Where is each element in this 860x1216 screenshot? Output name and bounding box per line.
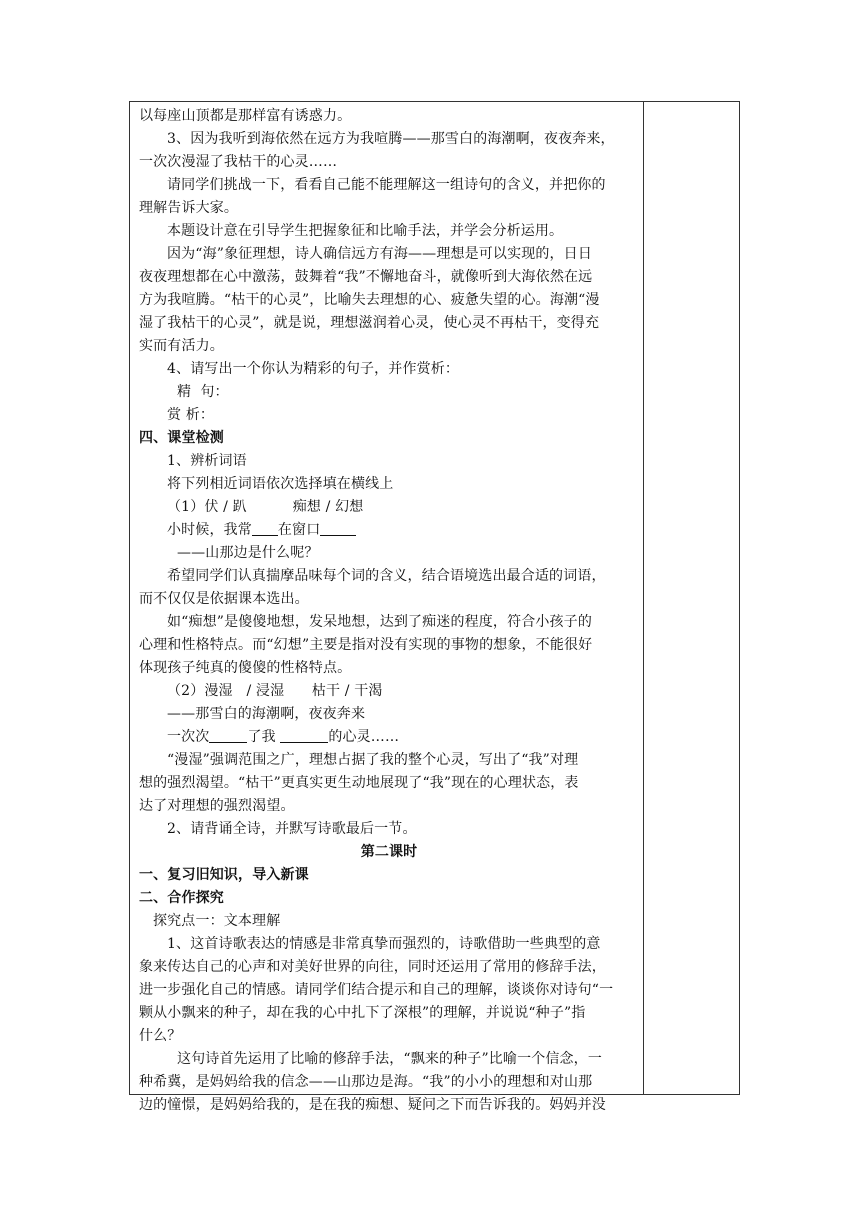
text-line: 实而有活力。 [139, 338, 224, 354]
text-line: 什么？ [139, 1028, 182, 1044]
text-line: 4、请写出一个你认为精彩的句子，并作赏析： [167, 361, 460, 377]
text-fragment: 在窗口 [277, 522, 321, 538]
text-fragment: 的心灵…… [328, 729, 400, 745]
text-line: ——那雪白的海潮啊，夜夜奔来 [167, 706, 366, 722]
text-line: 如“痴想”是傻傻地想，发呆地想，达到了痴迷的程度，符合小孩子的 [167, 614, 592, 630]
text-fragment: 一次次 [167, 729, 210, 745]
text-line: 以每座山顶都是那样富有诱惑力。 [139, 108, 352, 124]
text-line: ——山那边是什么呢？ [177, 545, 319, 561]
fill-blank-line [139, 519, 639, 542]
text-line: “漫湿”强调范围之广，理想占据了我的整个心灵，写出了“我”对理 [167, 752, 579, 768]
text-line: 赏 析： [167, 407, 215, 423]
text-line: 精 句： [177, 384, 229, 400]
answer-blank [209, 728, 247, 743]
answer-blank [280, 728, 328, 743]
text-line: 颗从小飘来的种子，却在我的心中扎下了深根”的理解，并说说“种子”指 [139, 1005, 586, 1021]
fill-blank-line [139, 726, 639, 749]
lesson-title: 第二课时 [360, 844, 418, 860]
text-line: 体现孩子纯真的傻傻的性格特点。 [139, 660, 352, 676]
text-line: 一次次漫湿了我枯干的心灵…… [139, 154, 338, 170]
text-line: 进一步强化自己的情感。请同学们结合提示和自己的理解，谈谈你对诗句“一 [139, 982, 614, 998]
section-heading: 四、课堂检测 [139, 430, 224, 446]
text-line: 湿了我枯干的心灵”，就是说，理想滋润着心灵，使心灵不再枯干，变得充 [139, 315, 600, 331]
text-line: 3、因为我听到海依然在远方为我喧腾——那雪白的海潮啊，夜夜奔来， [167, 131, 615, 147]
text-line: 想的强烈渴望。“枯干”更真实更生动地展现了“我”现在的心理状态，表 [139, 775, 579, 791]
text-line: 1、辨析词语 [167, 453, 247, 469]
lesson-content [139, 105, 639, 1117]
text-line: 象来传达自己的心声和对美好世界的向往，同时还运用了常用的修辞手法， [139, 959, 606, 975]
text-line: 夜夜理想都在心中激荡，鼓舞着“我”不懈地奋斗，就像听到大海依然在远 [139, 269, 593, 285]
text-line: 心理和性格特点。而“幻想”主要是指对没有实现的事物的想象，不能很好 [139, 637, 593, 653]
section-heading: 一、复习旧知识，导入新课 [139, 867, 309, 883]
text-line: 理解告诉大家。 [139, 200, 239, 216]
text-line: （1）伏 / 趴 痴想 / 幻想 [167, 499, 364, 515]
text-line: 方为我喧腾。“枯干的心灵”，比喻失去理想的心、疲惫失望的心。海潮“漫 [139, 292, 600, 308]
text-line: 请同学们挑战一下，看看自己能不能理解这一组诗句的含义，并把你的 [167, 177, 606, 193]
text-line: 1、这首诗歌表达的情感是非常真挚而强烈的，诗歌借助一些典型的意 [167, 936, 601, 952]
answer-blank [252, 521, 278, 536]
text-line: 这句诗首先运用了比喻的修辞手法，“飘来的种子”比喻一个信念，一 [177, 1051, 602, 1067]
notes-column [644, 102, 739, 1094]
text-line: 本题设计意在引导学生把握象征和比喻手法，并学会分析运用。 [167, 223, 564, 239]
text-fragment: 了我 [247, 729, 281, 745]
text-fragment: 小时候，我常 [167, 522, 252, 538]
text-line: 2、请背诵全诗，并默写诗歌最后一节。 [167, 821, 417, 837]
text-line: （2）漫湿 / 浸湿 枯干 / 干渴 [167, 683, 383, 699]
text-line: 边的憧憬，是妈妈给我的，是在我的痴想、疑问之下而告诉我的。妈妈并没 [139, 1097, 606, 1113]
text-line: 达了对理想的强烈渴望。 [139, 798, 295, 814]
answer-blank [320, 521, 356, 536]
text-line: 因为“海”象征理想，诗人确信远方有海——理想是可以实现的，日日 [167, 246, 592, 262]
lesson-table [129, 101, 740, 1113]
section-heading: 二、合作探究 [139, 890, 224, 906]
text-line: 探究点一：文本理解 [153, 913, 281, 929]
text-line: 而不仅仅是依据课本选出。 [139, 591, 309, 607]
text-line: 将下列相近词语依次选择填在横线上 [167, 476, 394, 492]
text-line: 种希冀，是妈妈给我的信念——山那边是海。“我”的小小的理想和对山那 [139, 1074, 593, 1090]
text-line: 希望同学们认真揣摩品味每个词的含义，结合语境选出最合适的词语， [167, 568, 606, 584]
